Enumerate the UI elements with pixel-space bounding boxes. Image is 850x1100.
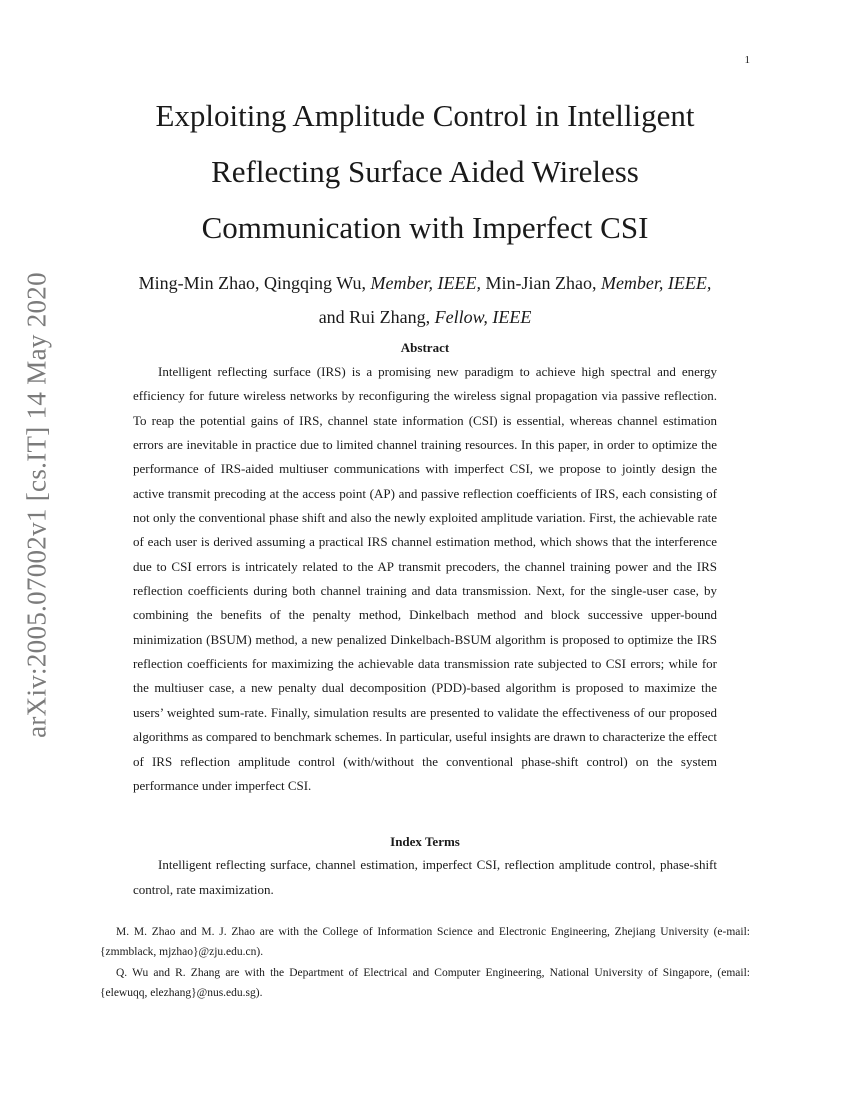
author-role-3: Fellow, IEEE [434,307,532,327]
author-role-1: Member, IEEE, [370,273,481,293]
author-line-2 [0,300,850,334]
author-list [0,266,850,334]
index-terms-text: Intelligent reflecting surface, channel estimation, imperfect CSI, reflection amplitude control, phase-shift control, rate maximization. [133,857,717,897]
index-terms-heading: Index Terms [390,834,460,849]
footnotes [100,922,750,1004]
page-number: 1 [744,54,750,66]
author-role-2: Member, IEEE, [600,273,712,293]
title-line-3: Communication with Imperfect CSI [201,210,649,245]
footnote-affiliation-1: M. M. Zhao and M. J. Zhao are with the College of Information Science and Electronic Engineering, Zhejiang University (e-mail: {zmmblack, mjzhao}@zju.edu.cn). [100,926,750,958]
paper-title [0,88,850,256]
author-names-2: Min-Jian Zhao, [480,273,601,293]
arxiv-identifier: arXiv:2005.07002v1 [cs.IT] 14 May 2020 [21,272,52,738]
title-line-2: Reflecting Surface Aided Wireless [211,154,639,189]
abstract-heading: Abstract [400,340,450,355]
author-names-3: and Rui Zhang, [318,307,435,327]
author-line-1 [0,266,850,300]
abstract-text: Intelligent reflecting surface (IRS) is a promising new paradigm to achieve high spectral and energy efficiency for future wireless networks by reconfiguring the wireless signal propagation via passive reflection. To reap the potential gains of IRS, channel state information (CSI) is essential, whereas channel estimation errors are inevitable in practice due to limited channel training resources. In this paper, in order to optimize the performance of IRS-aided multiuser communications with imperfect CSI, we propose to jointly design the active transmit precoding at the access point (AP) and passive reflection coefficients of IRS, each consisting of not only the conventional phase shift and also the newly exploited amplitude variation. First, the achievable rate of each user is derived assuming a practical IRS channel estimation method, which shows that the interference due to CSI errors is intricately related to the AP transmit precoders, the channel training power and the IRS reflection coefficients during both channel training and data transmission. Next, for the single-user case, by combining the benefits of the penalty method, Dinkelbach method and block successive upper-bound minimization (BSUM) method, a new penalized Dinkelbach-BSUM algorithm is proposed to optimize the IRS reflection coefficients for maximizing the achievable data transmission rate subjected to CSI errors; while for the multiuser case, a new penalty dual decomposition (PDD)-based algorithm is proposed to maximize the users’ weighted sum-rate. Finally, simulation results are presented to validate the effectiveness of our proposed algorithms as compared to benchmark schemes. In particular, useful insights are drawn to characterize the effect of IRS reflection amplitude control (with/without the conventional phase-shift control) on the system performance under imperfect CSI. [133,364,717,793]
title-line-1: Exploiting Amplitude Control in Intelligent [155,98,695,133]
author-names-1: Ming-Min Zhao, Qingqing Wu, [138,273,371,293]
footnote-affiliation-2: Q. Wu and R. Zhang are with the Department of Electrical and Computer Engineering, National University of Singapore, (email: {elewuqq, elezhang}@nus.edu.sg). [100,967,750,999]
